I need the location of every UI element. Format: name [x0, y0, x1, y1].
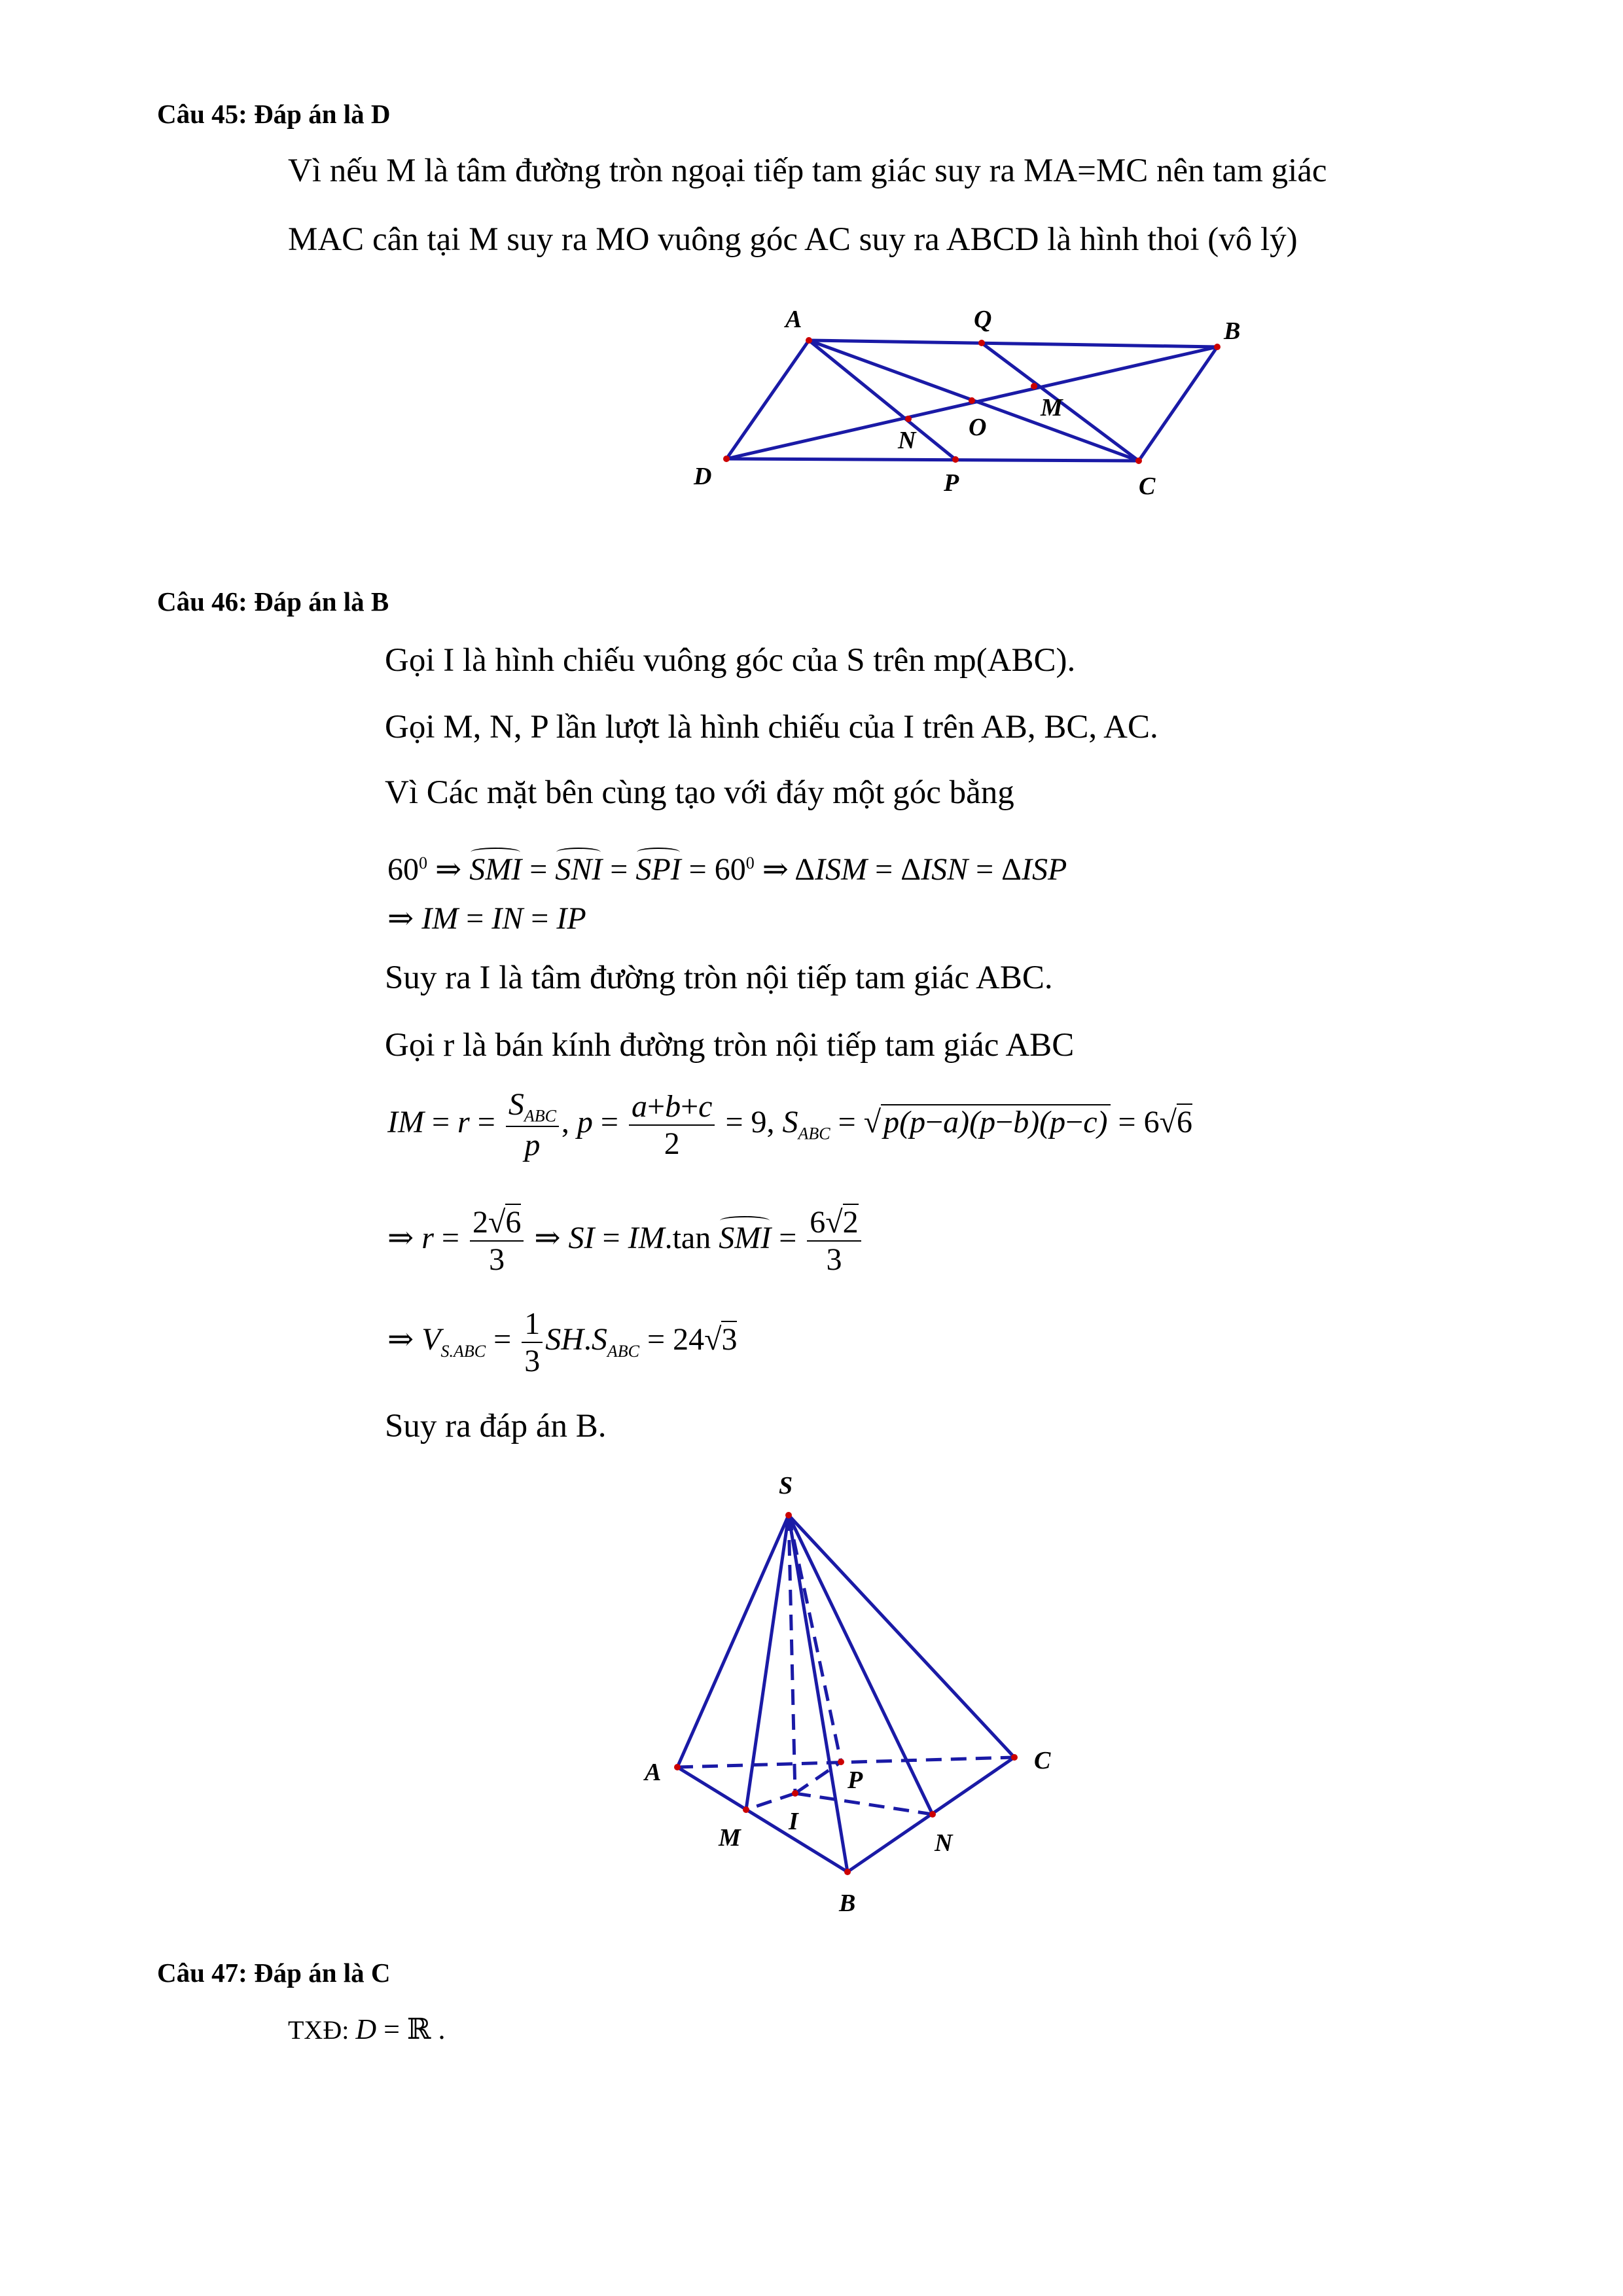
point-S	[785, 1512, 792, 1518]
edge-AC-hidden	[677, 1757, 1014, 1767]
label-M: M	[1041, 394, 1063, 422]
label-N: N	[935, 1829, 953, 1857]
label-A: A	[645, 1759, 662, 1786]
label-C: C	[1139, 473, 1156, 500]
point-B	[844, 1869, 851, 1875]
point-P	[838, 1759, 844, 1765]
point-M	[743, 1806, 749, 1813]
formula-volume: ⇒ $V_{S.ABC}$ = $\frac{1}{3}$ $SH.S_{ABC} = 24√3$	[387, 1306, 738, 1379]
edge-AB	[809, 340, 1217, 347]
point-D	[723, 456, 730, 462]
label-I: I	[789, 1808, 798, 1835]
label-P: P	[847, 1767, 863, 1794]
q46-line-5: Gọi r là bán kính đường tròn nội tiếp tam giác ABC	[385, 1027, 1075, 1064]
q46-pyramid-figure	[622, 1453, 1080, 1924]
edge-DA	[726, 340, 809, 459]
q46-line-4: Suy ra I là tâm đường tròn nội tiếp tam giác ABC.	[385, 960, 1053, 996]
q47-domain: TXĐ: D = ℝ .	[288, 2013, 446, 2045]
label-N: N	[898, 427, 916, 454]
edge-BC	[1139, 347, 1217, 461]
label-A: A	[785, 306, 802, 333]
label-C: C	[1034, 1747, 1051, 1774]
point-O	[969, 397, 975, 404]
q45-line-1: Vì nếu M là tâm đường tròn ngoại tiếp tam giác suy ra MA=MC nên tam giác	[288, 152, 1327, 189]
point-B	[1214, 344, 1221, 350]
q45-parallelogram-figure	[654, 288, 1309, 511]
formula-height: ⇒ r = $\frac{2√6}{3}$ ⇒ SI = IM.tan SMI = $\frac{6√2}{3}$	[387, 1204, 864, 1278]
point-Q	[978, 340, 985, 346]
q47-txd-label: TXĐ:	[288, 2015, 349, 2045]
label-B: B	[1224, 317, 1241, 345]
formula-equal-angles: $60^0$ ⇒ SMI = SNI = SPI = $60^0$ ⇒ ΔISM = ΔISN = ΔISP	[387, 852, 1067, 887]
point-P	[952, 456, 959, 463]
point-A	[674, 1764, 681, 1770]
q46-line-3: Vì Các mặt bên cùng tạo với đáy một góc bằng	[385, 774, 1014, 811]
q46-line-2: Gọi M, N, P lần lượt là hình chiếu của I trên AB, BC, AC.	[385, 709, 1158, 745]
segment-IN-hidden	[795, 1793, 933, 1814]
q46-heading: Câu 46: Đáp án là B	[157, 586, 389, 617]
point-C	[1011, 1754, 1018, 1761]
point-M	[1031, 383, 1037, 389]
q45-heading: Câu 45: Đáp án là D	[157, 99, 391, 129]
q46-conclusion: Suy ra đáp án B.	[385, 1408, 607, 1444]
label-D: D	[694, 463, 712, 490]
edge-AB	[677, 1767, 847, 1872]
point-C	[1135, 457, 1142, 464]
point-A	[806, 337, 812, 344]
formula-inradius: IM = r = $\frac{S_{ABC}}{p}$ , p = $\frac{a+b+c}{2}$ = 9, $S_{ABC} = √p(p-a)(p-b)(p-c) = 6√6$	[387, 1087, 1192, 1163]
point-N	[929, 1811, 936, 1818]
label-B: B	[839, 1890, 856, 1917]
q45-line-2: MAC cân tại M suy ra MO vuông góc AC suy ra ABCD là hình thoi (vô lý)	[288, 221, 1298, 258]
segment-AP	[809, 340, 955, 459]
q47-heading: Câu 47: Đáp án là C	[157, 1958, 391, 1988]
label-O: O	[969, 414, 987, 441]
formula-equal-distances: ⇒ IM = IN = IP	[387, 901, 586, 936]
q46-line-1: Gọi I là hình chiếu vuông góc của S trên mp(ABC).	[385, 642, 1076, 679]
segment-SP-hidden	[789, 1515, 841, 1762]
point-I	[792, 1790, 798, 1797]
label-M: M	[719, 1824, 741, 1852]
segment-IM-hidden	[746, 1793, 795, 1810]
label-P: P	[944, 469, 959, 497]
label-Q: Q	[974, 306, 992, 333]
edge-CD	[726, 459, 1139, 461]
label-S: S	[779, 1472, 793, 1499]
point-N	[905, 416, 912, 422]
